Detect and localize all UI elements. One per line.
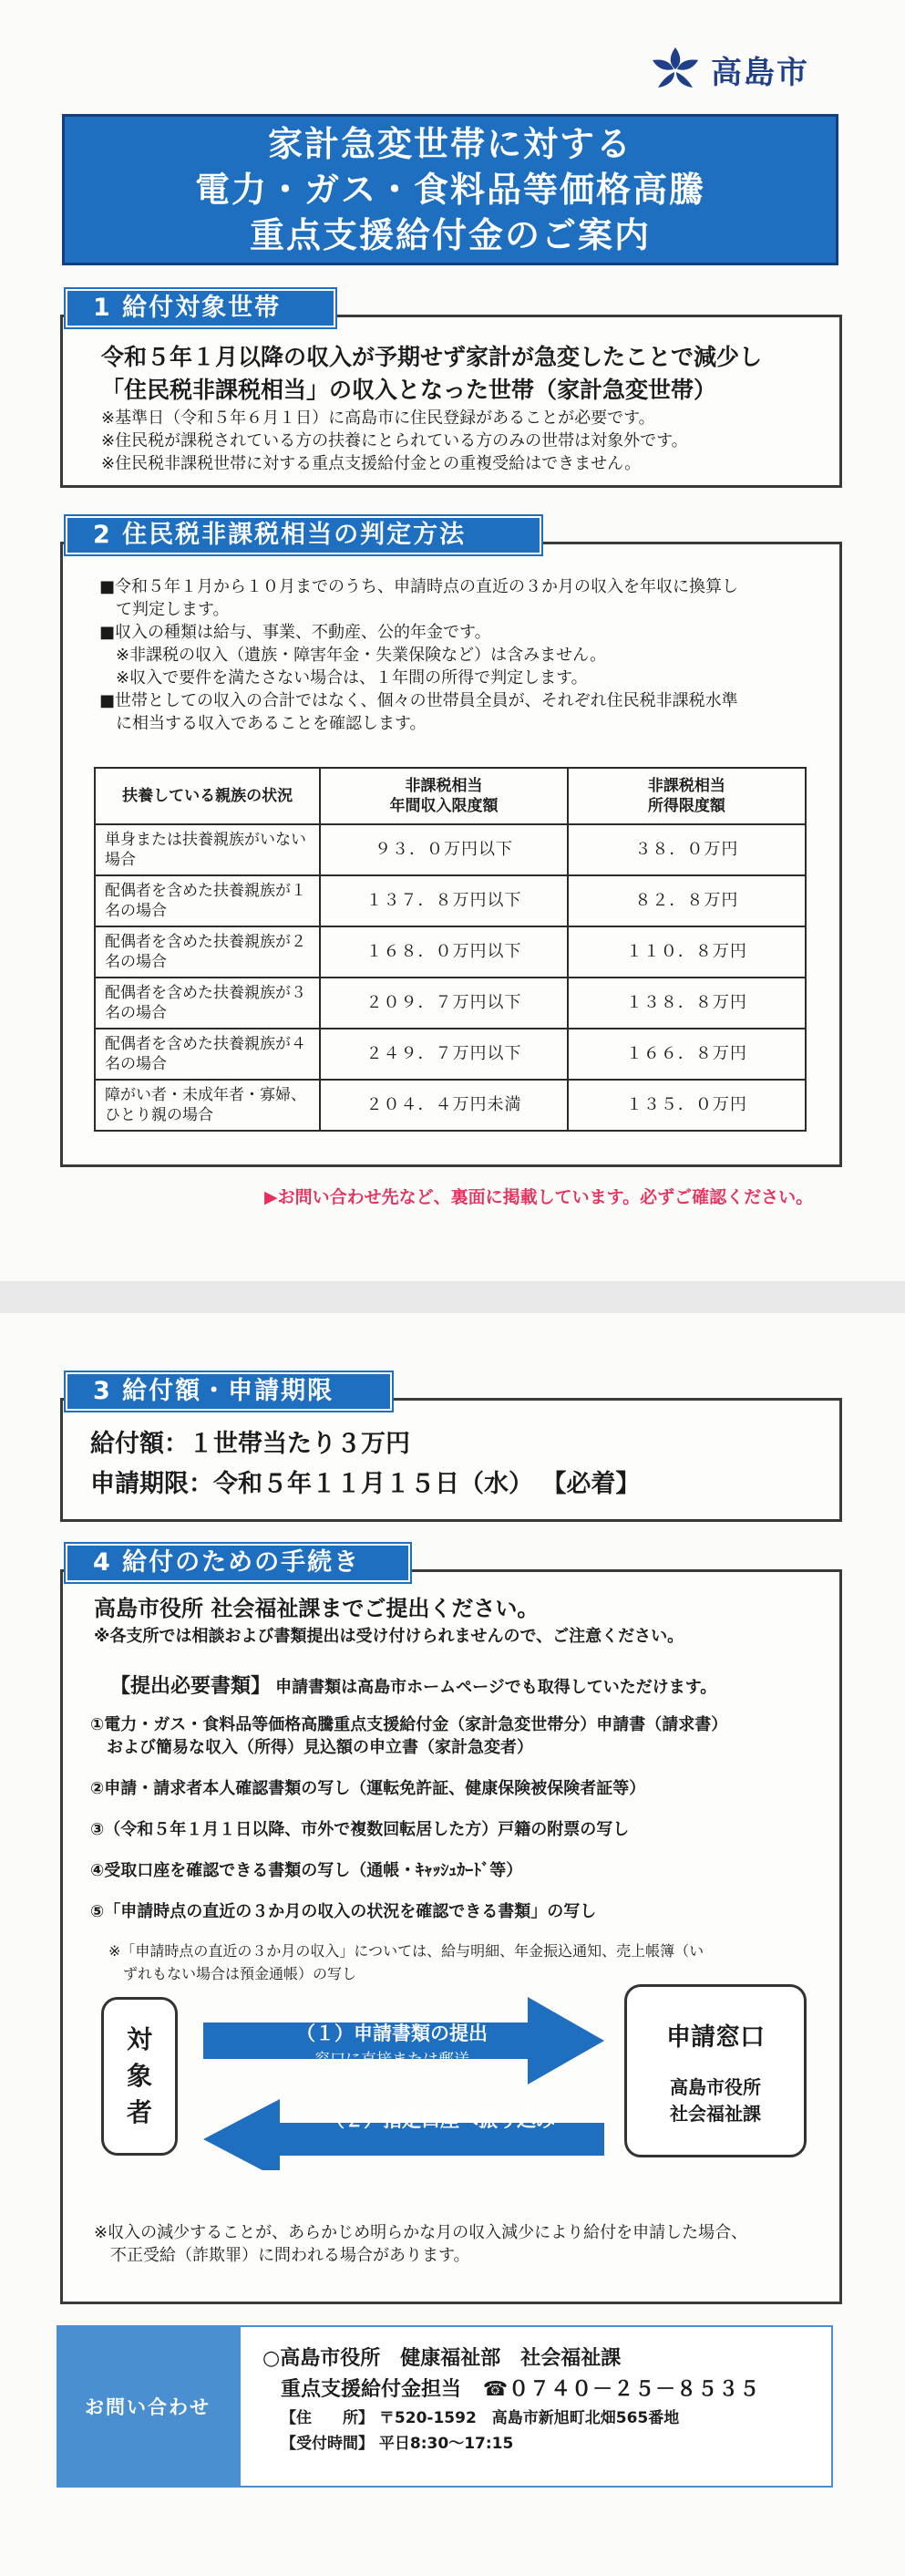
row-shotoku: １１０．８万円: [568, 926, 806, 978]
contact-info: [239, 2325, 833, 2488]
required-docs-header: [110, 1671, 716, 1699]
contact-phone: ☎０７４０－２５－８５３５: [482, 2378, 761, 2401]
row-status: 単身または扶養親族がいない場合: [95, 824, 320, 875]
section2-bullet-4: ※非課税の収入（遺族・障害年金・失業保険など）は含みません。: [99, 646, 607, 665]
page-back: [0, 1313, 905, 2576]
deadline: [90, 1464, 839, 1505]
row-shotoku: １３５．０万円: [568, 1080, 806, 1131]
section4-heading: 4 給付のための手続き: [66, 1544, 410, 1582]
table-header-shotoku: 非課税相当 所得限度額: [568, 768, 806, 824]
table-row: [95, 1080, 806, 1131]
section2-bullet-5: ※収入で要件を満たさない場合は、１年間の所得で判定します。: [99, 668, 588, 688]
section1-lead-2: 「住民税非課税相当」の収入となった世帯（家計急変世帯）: [101, 377, 717, 403]
section2-bullet-7: に相当する収入であることを確認します。: [99, 714, 427, 733]
section2-bullet-3: ■収入の種類は給与、事業、不動産、公的年金です。: [99, 623, 491, 642]
row-shotoku: １３８．８万円: [568, 978, 806, 1029]
city-logo: [647, 44, 809, 95]
title-banner: [62, 114, 838, 265]
contact-address-label: 【住 所】: [281, 2409, 374, 2427]
applicant-box: 対 象 者: [101, 1997, 178, 2156]
section2-box: [60, 542, 842, 1167]
required-docs-list: [90, 1713, 727, 1985]
title-line-2: 電力・ガス・食料品等価格高騰: [194, 170, 705, 210]
contact-desk: 重点支援給付金担当: [281, 2378, 462, 2401]
step1-sub: 窓口に直接または郵送: [314, 2051, 469, 2069]
step2-title: （２）指定口座へ振り込み: [325, 2109, 555, 2131]
row-income: ２０９．７万円以下: [320, 978, 567, 1029]
row-income: ９３．０万円以下: [320, 824, 567, 875]
required-doc-5: ⑤「申請時点の直近の３か月の収入の状況を確認できる書類」の写し: [90, 1902, 597, 1921]
fraud-warning-1: ※収入の減少することが、あらかじめ明らかな月の収入減少により給付を申請した場合、: [94, 2223, 748, 2242]
required-docs-desc: 申請書類は高島市ホームページでも取得していただけます。: [275, 1678, 717, 1697]
page-front: [0, 0, 905, 1281]
table-row: [95, 926, 806, 978]
income-limit-table: [94, 767, 807, 1132]
step1-title: （１）申請書類の提出: [296, 2023, 488, 2044]
table-row: [95, 1029, 806, 1080]
office-box: [624, 1984, 807, 2157]
table-row: [95, 824, 806, 875]
fraud-warning-2: 不正受給（詐欺罪）に問われる場合があります。: [94, 2246, 470, 2265]
row-income: ２０４．４万円未満: [320, 1080, 567, 1131]
section1-lead-1: 令和５年１月以降の収入が予期せず家計が急変したことで減少し: [101, 344, 763, 370]
deadline-tag: 【必着】: [541, 1470, 641, 1498]
deadline-label: 申請期限：令和５年１１月１５日（水）: [90, 1470, 533, 1498]
required-doc-3: ③（令和５年１月１日以降、市外で複数回転居した方）戸籍の附票の写し: [90, 1820, 630, 1839]
section4-lead: 高島市役所 社会福祉課までご提出ください。: [94, 1596, 540, 1621]
table-header-income: 非課税相当 年間収入限度額: [320, 768, 567, 824]
row-status: 配偶者を含めた扶養親族が１名の場合: [95, 875, 320, 926]
row-status: 配偶者を含めた扶養親族が４名の場合: [95, 1029, 320, 1080]
required-doc-2: ②申請・請求者本人確認書類の写し（運転免許証、健康保険被保険者証等）: [90, 1779, 646, 1798]
contact-hours-label: 【受付時間】: [281, 2435, 374, 2453]
table-row: [95, 978, 806, 1029]
row-income: ２４９．７万円以下: [320, 1029, 567, 1080]
row-shotoku: ８２．８万円: [568, 875, 806, 926]
office-line-2: 社会福祉課: [670, 2102, 761, 2125]
office-line-1: 高島市役所: [670, 2075, 761, 2098]
back-page-notice: ▶お問い合わせ先など、裏面に掲載しています。必ずご確認ください。: [264, 1187, 814, 1207]
row-income: １６８．０万円以下: [320, 926, 567, 978]
section1-box: [60, 315, 842, 488]
section1-heading: 1 給付対象世帯: [66, 289, 335, 327]
office-title: 申請窓口: [666, 2023, 765, 2052]
contact-section: [262, 2374, 809, 2405]
required-docs-title: 【提出必要書類】: [110, 1675, 272, 1698]
fraud-warning: [94, 2221, 747, 2267]
contact-hours: [262, 2431, 809, 2457]
row-income: １３７．８万円以下: [320, 875, 567, 926]
row-status: 配偶者を含めた扶養親族が３名の場合: [95, 978, 320, 1029]
section2-heading: 2 住民税非課税相当の判定方法: [66, 516, 541, 554]
row-status: 配偶者を含めた扶養親族が２名の場合: [95, 926, 320, 978]
title-line-1: 家計急変世帯に対する: [267, 124, 632, 164]
row-status: 障がい者・未成年者・寡婦、ひとり親の場合: [95, 1080, 320, 1131]
section4-lead-note: ※各支所では相談および書類提出は受け付けられませんので、ご注意ください。: [94, 1627, 684, 1646]
contact-label: お問い合わせ: [57, 2325, 239, 2488]
required-doc-note-1: ※「申請時点の直近の３か月の収入」については、給与明細、年金振込通知、売上帳簿（い: [108, 1942, 704, 1960]
required-doc-note-2: ずれもない場合は預金通帳）の写し: [108, 1965, 357, 1982]
required-doc-1: ①電力・ガス・食料品等価格高騰重点支援給付金（家計急変世帯分）申請書（請求書）: [90, 1715, 728, 1734]
title-line-3: 重点支援給付金のご案内: [249, 215, 651, 255]
row-shotoku: １６６．８万円: [568, 1029, 806, 1080]
benefit-amount: 給付額：１世帯当たり３万円: [90, 1430, 410, 1458]
contact-address-value: 〒520-1592 高島市新旭町北畑565番地: [378, 2409, 680, 2427]
contact-dept: ○高島市役所 健康福祉部 社会福祉課: [262, 2347, 622, 2370]
section2-bullet-2: て判定します。: [99, 600, 230, 619]
table-row: [95, 875, 806, 926]
section1-note-2: ※住民税が課税されている方の扶養にとられている方のみの世帯は対象外です。: [101, 431, 688, 450]
contact-hours-value: 平日8:30～17:15: [378, 2435, 514, 2453]
required-doc-4: ④受取口座を確認できる書類の写し（通帳・ｷｬｯｼｭｶｰﾄﾞ等）: [90, 1861, 523, 1880]
table-header-status: 扶養している親族の状況: [95, 768, 320, 824]
section2-bullet-6: ■世帯としての収入の合計ではなく、個々の世帯員全員が、それぞれ住民税非課税水準: [99, 691, 738, 710]
flower-logo-icon: [647, 44, 704, 95]
section3-box: [60, 1398, 842, 1522]
city-name: 高島市: [711, 54, 809, 91]
row-shotoku: ３８．０万円: [568, 824, 806, 875]
step1-label: [242, 2019, 542, 2069]
section1-note-3: ※住民税非課税世帯に対する重点支援給付金との重複受給はできません。: [101, 454, 642, 473]
section1-note-1: ※基準日（令和５年６月１日）に高島市に住民登録があることが必要です。: [101, 409, 655, 428]
section4-box: [60, 1569, 842, 2304]
section3-heading: 3 給付額・申請期限: [66, 1372, 392, 1411]
required-doc-1-cont: および簡易な収入（所得）見込額の申立書（家計急変者）: [90, 1738, 533, 1757]
contact-address: [262, 2405, 809, 2431]
section2-bullet-1: ■令和５年１月から１０月までのうち、申請時点の直近の３か月の収入を年収に換算し: [99, 577, 739, 596]
